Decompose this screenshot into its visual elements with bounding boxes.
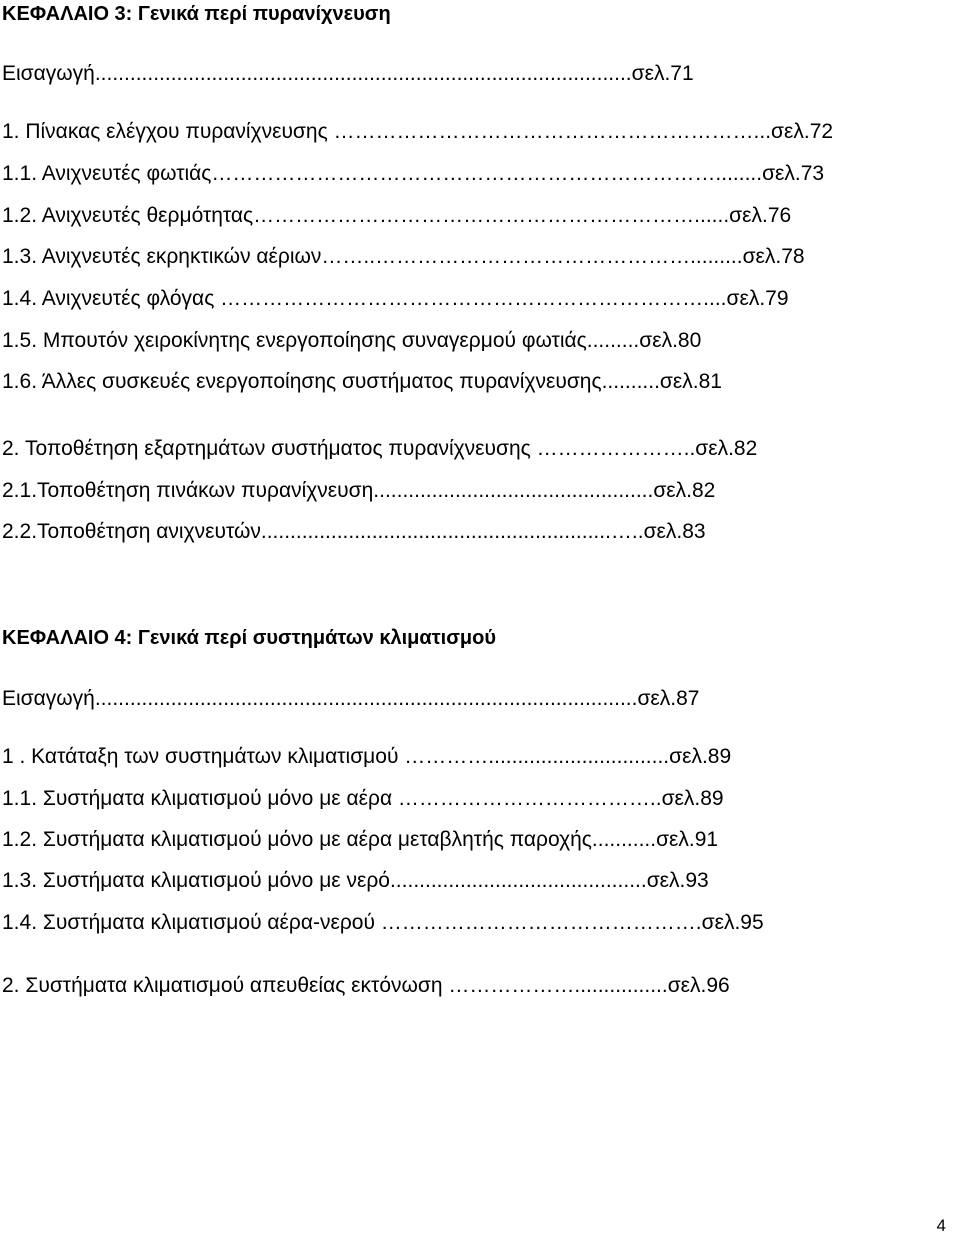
toc-entry: 1. Πίνακας ελέγχου πυρανίχνευσης ……………………………………………………...σελ.72 <box>2 120 834 143</box>
toc-entry: 1.4. Ανιχνευτές φλόγας ……………………………………………………………....σελ.79 <box>2 287 789 310</box>
toc-entry: Εισαγωγή.............................................................................................σελ.87 <box>2 687 700 710</box>
toc-entry: 1.1. Συστήματα κλιματισμού μόνο με αέρα ………………………………..σελ.89 <box>2 787 724 810</box>
chapter-4-heading: ΚΕΦΑΛΑΙΟ 4: Γενικά περί συστημάτων κλιματισμού <box>2 627 496 649</box>
toc-entry: 1.6. Άλλες συσκευές ενεργοποίησης συστήματος πυρανίχνευσης..........σελ.81 <box>2 370 722 393</box>
toc-entry: Εισαγωγή............................................................................................σελ.71 <box>2 62 694 85</box>
toc-entry: 2. Τοποθέτηση εξαρτημάτων συστήματος πυρανίχνευσης …………………..σελ.82 <box>2 437 758 460</box>
toc-entry: 1.1. Ανιχνευτές φωτιάς………………………………………………………………........σελ.73 <box>2 162 825 185</box>
toc-entry: 1.5. Μπουτόν χειροκίνητης ενεργοποίησης συναγερμού φωτιάς.........σελ.80 <box>2 329 702 352</box>
toc-entry: 1.3. Συστήματα κλιματισμού μόνο με νερό............................................σελ.93 <box>2 869 709 892</box>
toc-entry: 1 . Κατάταξη των συστημάτων κλιματισμού …………...............................σελ.89 <box>2 745 732 768</box>
toc-entry: 1.2. Συστήματα κλιματισμού μόνο με αέρα μεταβλητής παροχής...........σελ.91 <box>2 828 719 851</box>
chapter-3-heading: ΚΕΦΑΛΑΙΟ 3: Γενικά περί πυρανίχνευση <box>2 3 391 25</box>
toc-entry: 1.2. Ανιχνευτές θερμότητας………………………………………………………......σελ.76 <box>2 204 792 227</box>
toc-entry: 2.1.Τοποθέτηση πινάκων πυρανίχνευση................................................σελ.82 <box>2 479 716 502</box>
toc-entry: 1.4. Συστήματα κλιματισμού αέρα-νερού ……………………………………….σελ.95 <box>2 911 764 934</box>
toc-entry: 2. Συστήματα κλιματισμού απευθείας εκτόνωση ………………................σελ.96 <box>2 974 730 997</box>
toc-entry: 2.2.Τοποθέτηση ανιχνευτών............................................................…..σελ.83 <box>2 520 706 543</box>
page-number: 4 <box>936 1216 946 1235</box>
toc-entry: 1.3. Ανιχνευτές εκρηκτικών αέριων……..……………………………………….........σελ.78 <box>2 245 805 268</box>
